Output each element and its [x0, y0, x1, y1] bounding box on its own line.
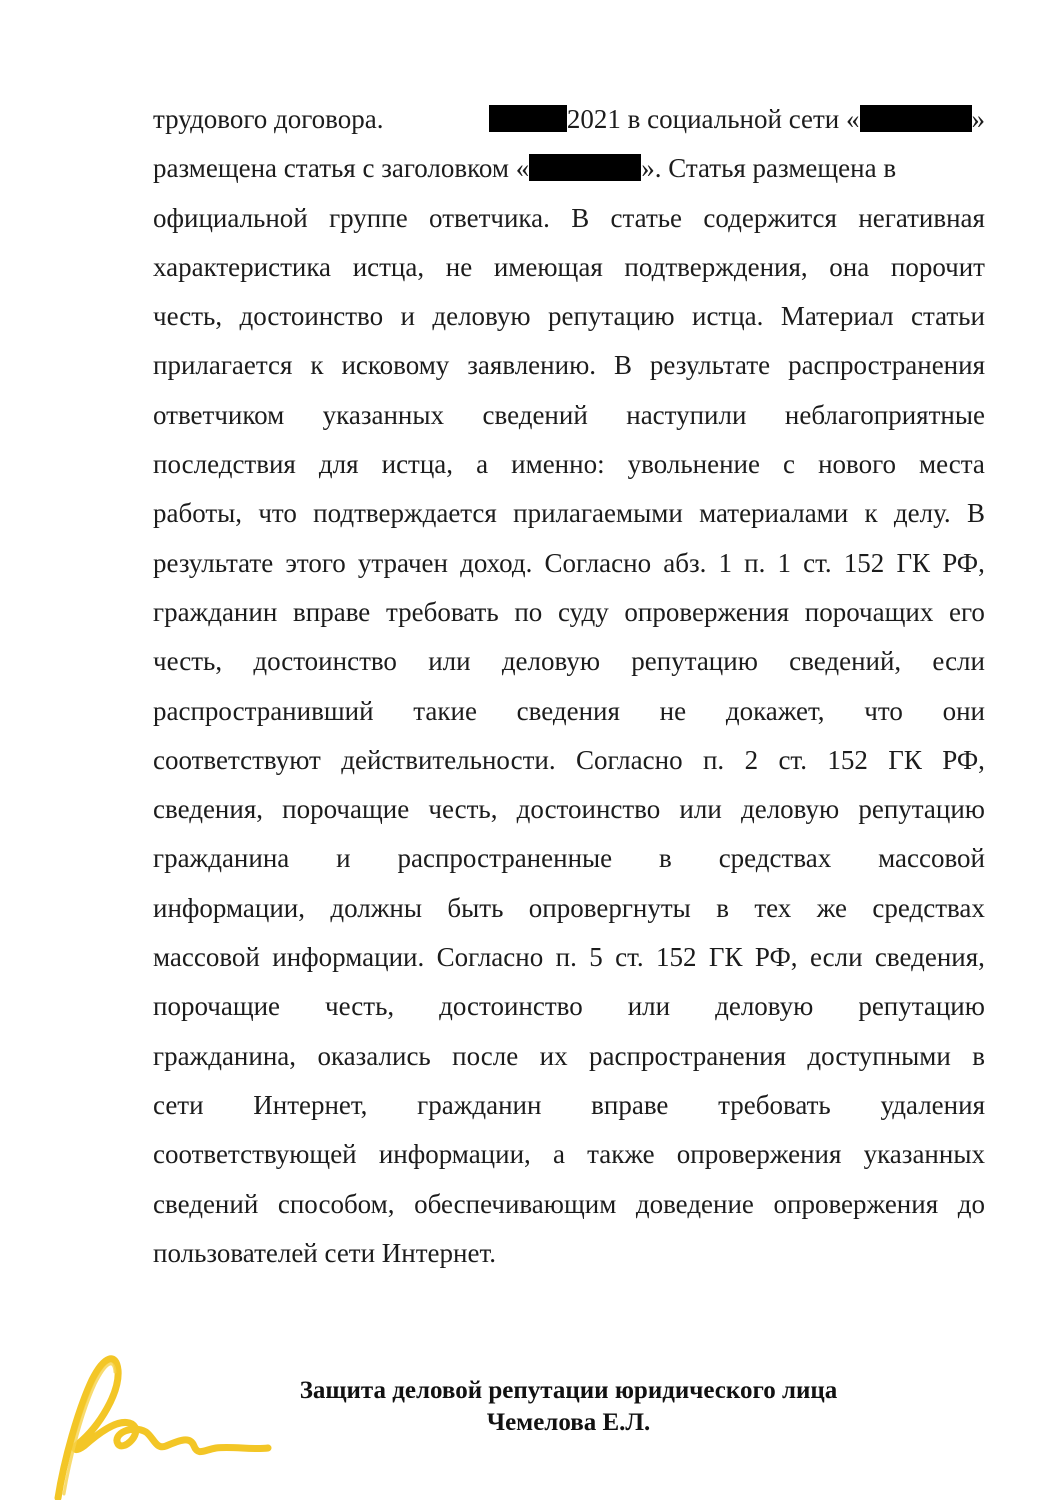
- word: доход.: [460, 547, 533, 578]
- word: гражданина: [153, 843, 290, 874]
- word: сведений,: [789, 646, 902, 677]
- word: РФ,: [942, 547, 985, 578]
- word: 5: [589, 942, 603, 973]
- word: увольнение: [627, 449, 760, 480]
- word: 1: [777, 547, 791, 578]
- word: и: [400, 301, 415, 332]
- word: репутацию: [858, 794, 985, 825]
- word: порочащие: [153, 991, 281, 1022]
- word: в: [716, 892, 729, 923]
- word: сведения,: [874, 942, 985, 973]
- word: соответствуют: [153, 744, 321, 775]
- word: исковому: [341, 350, 450, 381]
- text-segment-group: [153, 144, 896, 193]
- word: соответствующей: [153, 1139, 357, 1170]
- word: удаления: [880, 1089, 985, 1120]
- text-line: [153, 982, 985, 1031]
- word: материалами: [699, 498, 849, 529]
- word: 152: [843, 547, 885, 578]
- word: деловую: [715, 991, 814, 1022]
- word: честь,: [153, 301, 223, 332]
- word: средствах: [718, 843, 832, 874]
- word: если: [809, 942, 863, 973]
- word: вправе: [591, 1089, 669, 1120]
- redaction-block: [529, 154, 641, 181]
- word: 2: [744, 744, 759, 775]
- word: должны: [330, 892, 422, 923]
- word: указанных: [863, 1139, 985, 1170]
- word: 1: [718, 547, 733, 578]
- word: порочит: [890, 251, 985, 282]
- word: Согласно: [436, 942, 544, 973]
- word: в: [659, 843, 672, 874]
- word: достоинство: [439, 991, 583, 1022]
- word: а: [552, 1139, 565, 1170]
- word: к: [864, 498, 878, 529]
- word: В: [966, 498, 985, 529]
- word: п.: [555, 942, 577, 973]
- word: прилагается: [153, 350, 293, 381]
- text-line: [153, 95, 985, 144]
- text-line: [153, 1032, 985, 1081]
- word: абз.: [663, 547, 707, 578]
- word: что: [864, 695, 903, 726]
- text-line: [153, 834, 985, 883]
- text-line: [153, 687, 985, 736]
- word: сети: [153, 1089, 204, 1120]
- word: ответчиком: [153, 399, 285, 430]
- word: гражданин: [417, 1089, 542, 1120]
- word: достоинство: [516, 794, 661, 825]
- word: ответчика.: [429, 202, 550, 233]
- word: или: [627, 991, 671, 1022]
- text-line: [153, 539, 985, 588]
- text-segment: »: [971, 104, 985, 134]
- text-segment-group: [489, 95, 985, 144]
- word: Согласно: [544, 547, 652, 578]
- text-line: [153, 440, 985, 489]
- word: сведений: [482, 399, 588, 430]
- word: неблагоприятные: [784, 399, 985, 430]
- text-line: [153, 489, 985, 538]
- word: они: [942, 695, 985, 726]
- word: Материал: [780, 301, 894, 332]
- word: наступили: [626, 399, 747, 430]
- word: 152: [656, 942, 697, 973]
- word: нового: [818, 449, 896, 480]
- word: репутацию: [547, 301, 675, 332]
- word: до: [957, 1188, 985, 1219]
- word: имеющая: [493, 251, 603, 282]
- word: оказались: [317, 1040, 431, 1071]
- word: не: [659, 695, 687, 726]
- word: В: [571, 202, 590, 233]
- word: В: [613, 350, 632, 381]
- text-line: [153, 1130, 985, 1179]
- word: докажет,: [725, 695, 825, 726]
- word: действительности.: [341, 744, 556, 775]
- word: ст.: [778, 744, 807, 775]
- word: средствах: [872, 892, 985, 923]
- word: сведений: [153, 1188, 259, 1219]
- word: Согласно: [575, 744, 683, 775]
- word: РФ,: [942, 744, 985, 775]
- text-line: [153, 144, 985, 193]
- word: в: [972, 1040, 985, 1071]
- word: подтверждения,: [624, 251, 808, 282]
- word: сведения,: [153, 794, 263, 825]
- word: требовать: [386, 596, 499, 627]
- word: делу.: [893, 498, 951, 529]
- word: что: [258, 498, 297, 529]
- word: способом,: [277, 1188, 395, 1219]
- word: достоинство: [239, 301, 384, 332]
- word: обеспечивающим: [414, 1188, 617, 1219]
- word: ст.: [615, 942, 644, 973]
- word: п.: [702, 744, 725, 775]
- word: массовой: [878, 843, 985, 874]
- word: достоинство: [253, 646, 397, 677]
- word: деловую: [432, 301, 531, 332]
- word: суду: [558, 596, 609, 627]
- text-segment: трудового договора.: [153, 104, 384, 134]
- word: последствия: [153, 449, 296, 480]
- word: их: [539, 1040, 568, 1071]
- word: распространенные: [397, 843, 613, 874]
- word: официальной: [153, 202, 308, 233]
- word: истца,: [381, 449, 454, 480]
- word: или: [679, 794, 722, 825]
- word: деловую: [501, 646, 601, 677]
- redaction-block: [860, 105, 972, 132]
- word: по: [514, 596, 543, 627]
- redaction-block: [489, 105, 567, 132]
- text-line: [153, 785, 985, 834]
- text-line: [153, 292, 985, 341]
- word: сведения: [516, 695, 620, 726]
- text-segment: размещена статья с заголовком «: [153, 153, 530, 184]
- word: статьи: [910, 301, 985, 332]
- word: утрачен: [357, 547, 448, 578]
- word: группе: [329, 202, 408, 233]
- word: статье: [610, 202, 683, 233]
- word: к: [310, 350, 324, 381]
- word: доступными: [807, 1040, 951, 1071]
- word: распространения: [589, 1040, 786, 1071]
- text-line: [153, 884, 985, 933]
- word: подтверждается: [313, 498, 497, 529]
- text-segment: пользователей сети Интернет.: [153, 1237, 496, 1268]
- word: прилагаемыми: [513, 498, 683, 529]
- word: требовать: [718, 1089, 831, 1120]
- word: а: [476, 449, 489, 480]
- word: работы,: [153, 498, 243, 529]
- word: Интернет,: [253, 1089, 368, 1120]
- word: заявлению.: [467, 350, 596, 381]
- word: честь,: [153, 646, 223, 677]
- word: именно:: [511, 449, 605, 480]
- word: вправе: [293, 596, 371, 627]
- text-line: [153, 194, 985, 243]
- word: не: [445, 251, 473, 282]
- text-line: [153, 933, 985, 982]
- word: информации.: [272, 942, 425, 973]
- word: массовой: [153, 942, 260, 973]
- word: этого: [285, 547, 346, 578]
- word: честь,: [325, 991, 395, 1022]
- word: также: [587, 1139, 655, 1170]
- word: истца.: [692, 301, 764, 332]
- word: информации,: [153, 892, 305, 923]
- word: п.: [744, 547, 766, 578]
- word: распространивший: [153, 695, 374, 726]
- word: 152: [827, 744, 868, 775]
- word: после: [452, 1040, 519, 1071]
- text-line: [153, 588, 985, 637]
- text-line: [153, 391, 985, 440]
- word: ст.: [803, 547, 832, 578]
- footer-title: Защита деловой репутации юридического лица: [299, 1377, 838, 1404]
- word: опровержения: [773, 1188, 939, 1219]
- word: и: [336, 843, 351, 874]
- word: для: [318, 449, 359, 480]
- word: она: [829, 251, 870, 282]
- word: результате: [153, 547, 274, 578]
- word: репутацию: [631, 646, 758, 677]
- word: информации,: [378, 1139, 531, 1170]
- word: его: [949, 596, 985, 627]
- text-line: [153, 1081, 985, 1130]
- word: ГК: [888, 744, 922, 775]
- word: если: [932, 646, 985, 677]
- text-line: [153, 637, 985, 686]
- word: содержится: [703, 202, 837, 233]
- document-footer: [0, 1375, 1061, 1439]
- text-segment: ». Статья размещена в: [641, 153, 897, 184]
- document-body: [153, 95, 985, 1278]
- text-segment: 2021 в социальной сети «: [566, 104, 860, 134]
- word: порочащих: [804, 596, 934, 627]
- word: честь,: [428, 794, 498, 825]
- word: гражданина,: [153, 1040, 297, 1071]
- word: негативная: [858, 202, 985, 233]
- word: такие: [413, 695, 477, 726]
- word: репутацию: [858, 991, 985, 1022]
- word: деловую: [740, 794, 840, 825]
- text-line: [153, 1180, 985, 1229]
- word: характеристика: [153, 251, 332, 282]
- word: истца,: [352, 251, 425, 282]
- text-line: [153, 243, 985, 292]
- word: опровержения: [676, 1139, 842, 1170]
- word: РФ,: [754, 942, 798, 973]
- word: с: [783, 449, 795, 480]
- word: тех: [754, 892, 792, 923]
- word: же: [816, 892, 847, 923]
- word: или: [428, 646, 471, 677]
- word: гражданин: [153, 596, 278, 627]
- word: места: [919, 449, 985, 480]
- word: ГК: [708, 942, 743, 973]
- word: опровержения: [624, 596, 790, 627]
- word: указанных: [322, 399, 445, 430]
- footer-author: Чемелова Е.Л.: [486, 1409, 651, 1436]
- word: результате: [649, 350, 771, 381]
- text-line: [153, 341, 985, 390]
- word: ГК: [896, 547, 931, 578]
- word: опровергнуты: [528, 892, 691, 923]
- word: распространения: [788, 350, 985, 381]
- text-line: [153, 1229, 985, 1278]
- word: порочащие: [282, 794, 410, 825]
- text-line: [153, 736, 985, 785]
- word: быть: [447, 892, 504, 923]
- word: доведение: [635, 1188, 754, 1219]
